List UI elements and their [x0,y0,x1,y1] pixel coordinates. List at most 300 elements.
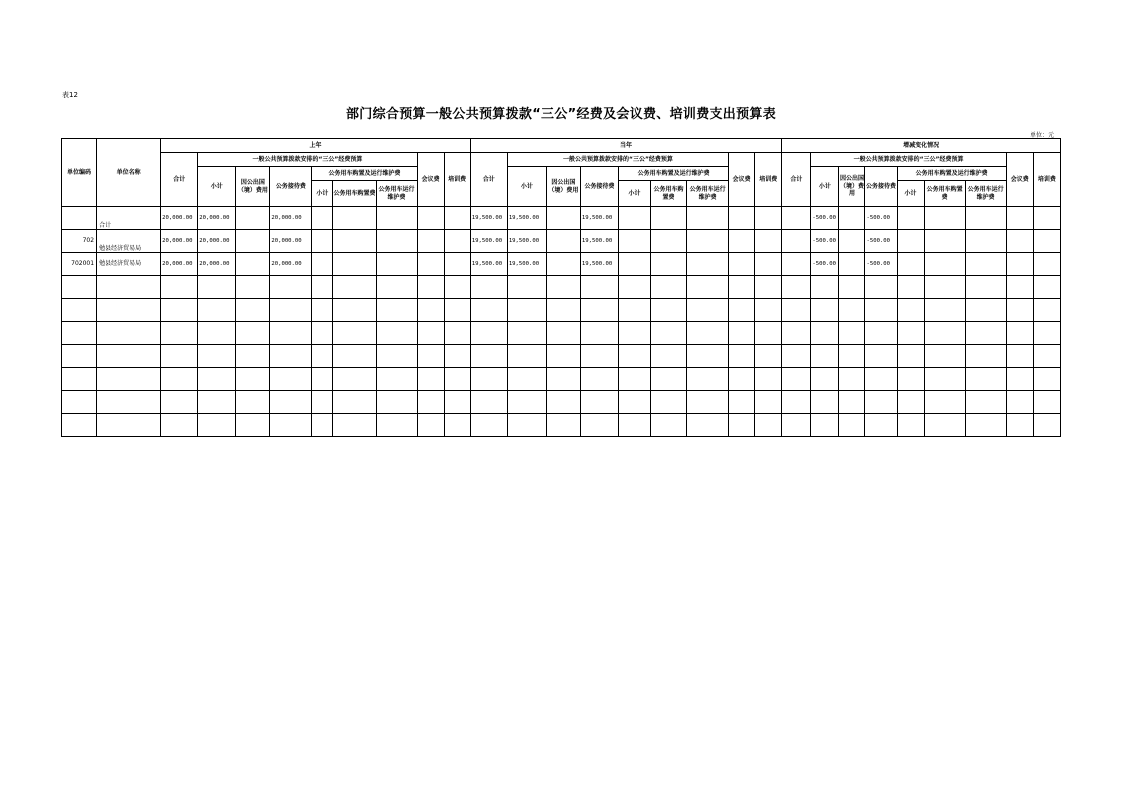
cell [924,368,965,391]
budget-table [61,138,1061,437]
cell [546,299,580,322]
col-reception: 公务接待费 [270,167,312,207]
cell [924,230,965,253]
cell [507,391,546,414]
cell [312,276,333,299]
cell [312,414,333,437]
cell [270,391,312,414]
cell [376,345,417,368]
col-subtotal: 小计 [507,167,546,207]
cell [687,322,729,345]
cell [651,322,687,345]
cell [376,299,417,322]
cell [755,345,782,368]
cell [470,322,507,345]
cell [417,322,444,345]
cell-cy-reception: 19,500.00 [580,230,618,253]
cell [97,391,161,414]
cell [333,368,376,391]
cell-cy-reception: 19,500.00 [580,253,618,276]
cell [811,345,839,368]
cell [470,299,507,322]
cell [618,414,650,437]
cell [729,299,755,322]
cell [333,207,376,230]
cell [651,391,687,414]
cell-ch-subtotal: -500.00 [811,230,839,253]
cell [782,253,811,276]
cell-py-subtotal: 20,000.00 [198,253,236,276]
cell [376,391,417,414]
col-reception: 公务接待费 [580,167,618,207]
cell [651,368,687,391]
cell [507,345,546,368]
cell [755,253,782,276]
cell [651,345,687,368]
cell [651,207,687,230]
cell [417,230,444,253]
cell [1033,230,1060,253]
col-meeting: 会议费 [1006,153,1033,207]
cell [782,230,811,253]
cell [507,276,546,299]
col-vehicle: 公务用车购置及运行维护费 [618,167,728,181]
cell [376,368,417,391]
cell [470,391,507,414]
cell [312,253,333,276]
cell [198,299,236,322]
cell-ch-reception: -500.00 [865,207,897,230]
cell [729,253,755,276]
cell [1006,414,1033,437]
cell [312,230,333,253]
cell [618,391,650,414]
cell-cy-subtotal: 19,500.00 [507,253,546,276]
cell [470,345,507,368]
cell [1006,207,1033,230]
cell-py-total: 20,000.00 [161,253,198,276]
cell [546,368,580,391]
cell [97,322,161,345]
cell [236,322,270,345]
cell [444,322,470,345]
col-vehicle-purchase: 公务用车购置费 [924,181,965,207]
cell [924,276,965,299]
cell [376,414,417,437]
empty-row [62,391,1061,414]
cell [376,276,417,299]
cell [1033,207,1060,230]
cell [97,345,161,368]
unit-label: 单位：元 [1030,132,1055,139]
cell [755,207,782,230]
cell [687,391,729,414]
cell-unit-name: 合计 [97,207,161,230]
cell [839,253,865,276]
cell [729,207,755,230]
cell [236,276,270,299]
cell [687,230,729,253]
col-change: 增减变化情况 [782,139,1061,153]
cell [333,414,376,437]
col-reception: 公务接待费 [865,167,897,207]
cell [811,276,839,299]
cell [865,414,897,437]
cell-cy-total: 19,500.00 [470,207,507,230]
cell-py-total: 20,000.00 [161,230,198,253]
cell [924,253,965,276]
cell [236,414,270,437]
cell [1006,276,1033,299]
table-row [62,207,1061,230]
cell [333,322,376,345]
cell [198,345,236,368]
cell [507,322,546,345]
cell [811,299,839,322]
cell [580,276,618,299]
cell [546,253,580,276]
cell [376,230,417,253]
cell [782,345,811,368]
cell [444,368,470,391]
cell [965,276,1006,299]
cell [444,414,470,437]
col-vehicle-subtotal: 小计 [618,181,650,207]
cell [312,299,333,322]
cell [897,391,924,414]
cell [865,276,897,299]
empty-row [62,299,1061,322]
cell [417,299,444,322]
col-vehicle-maintenance: 公务用车运行维护费 [376,181,417,207]
cell [97,299,161,322]
cell [198,414,236,437]
cell [865,368,897,391]
cell [333,230,376,253]
col-vehicle-purchase: 公务用车购置费 [651,181,687,207]
cell [897,345,924,368]
cell [782,368,811,391]
cell [1006,345,1033,368]
cell [376,322,417,345]
cell [161,368,198,391]
cell [444,391,470,414]
cell [755,276,782,299]
cell [333,276,376,299]
cell [782,299,811,322]
cell [470,414,507,437]
cell [546,414,580,437]
cell [651,414,687,437]
cell [755,391,782,414]
cell [839,322,865,345]
cell-cy-total: 19,500.00 [470,230,507,253]
cell [1006,322,1033,345]
cell [1006,253,1033,276]
cell [965,322,1006,345]
cell [507,299,546,322]
cell-cy-subtotal: 19,500.00 [507,207,546,230]
cell [965,368,1006,391]
cell [618,368,650,391]
cell [270,368,312,391]
cell [811,322,839,345]
header-row-category [62,153,1061,167]
cell [270,414,312,437]
cell-unit-code: 702 [62,230,97,253]
cell [444,230,470,253]
cell [270,299,312,322]
cell [417,345,444,368]
cell [651,253,687,276]
col-training: 培训费 [755,153,782,207]
cell [687,414,729,437]
cell [687,253,729,276]
cell [444,207,470,230]
cell [865,299,897,322]
cell [924,207,965,230]
cell [839,345,865,368]
cell [897,368,924,391]
cell [580,299,618,322]
empty-row [62,368,1061,391]
cell [1006,299,1033,322]
cell [62,391,97,414]
cell-unit-name: 勉县经济贸易局 [97,230,161,253]
cell [729,230,755,253]
cell [782,414,811,437]
cell [729,345,755,368]
cell [687,345,729,368]
col-abroad: 因公出国（境）费用 [236,167,270,207]
cell [580,345,618,368]
cell [782,322,811,345]
cell [270,345,312,368]
empty-row [62,414,1061,437]
cell [417,414,444,437]
cell [312,322,333,345]
cell [924,345,965,368]
cell [865,391,897,414]
col-three-public: 一般公共预算拨款安排的“三公”经费预算 [198,153,417,167]
cell [376,253,417,276]
cell-unit-name: 勉县经济贸易局 [97,253,161,276]
cell [839,299,865,322]
cell [965,253,1006,276]
cell [1033,276,1060,299]
col-unit-name: 单位名称 [97,139,161,207]
cell [62,345,97,368]
cell [687,299,729,322]
cell [333,299,376,322]
empty-row [62,322,1061,345]
cell-cy-total: 19,500.00 [470,253,507,276]
cell [755,299,782,322]
cell-py-total: 20,000.00 [161,207,198,230]
cell [312,207,333,230]
cell [161,322,198,345]
col-three-public: 一般公共预算拨款安排的“三公”经费预算 [811,153,1006,167]
cell [470,368,507,391]
cell [312,345,333,368]
cell [97,368,161,391]
cell [444,276,470,299]
cell [811,391,839,414]
cell [161,391,198,414]
cell [897,276,924,299]
cell [965,299,1006,322]
cell [198,368,236,391]
cell [924,322,965,345]
cell [839,391,865,414]
cell-ch-subtotal: -500.00 [811,207,839,230]
cell [236,368,270,391]
cell-cy-reception: 19,500.00 [580,207,618,230]
cell-ch-subtotal: -500.00 [811,253,839,276]
cell [580,368,618,391]
cell [1033,253,1060,276]
cell [62,368,97,391]
cell [897,299,924,322]
cell [618,345,650,368]
cell [270,322,312,345]
col-meeting: 会议费 [729,153,755,207]
cell-ch-reception: -500.00 [865,253,897,276]
cell [618,322,650,345]
cell [729,414,755,437]
col-training: 培训费 [444,153,470,207]
cell-ch-reception: -500.00 [865,230,897,253]
cell [236,345,270,368]
cell [270,276,312,299]
cell [897,322,924,345]
col-three-public: 一般公共预算拨款安排的“三公”经费预算 [507,153,728,167]
col-meeting: 会议费 [417,153,444,207]
cell [618,253,650,276]
cell [618,230,650,253]
cell-cy-subtotal: 19,500.00 [507,230,546,253]
cell [417,368,444,391]
cell [1033,414,1060,437]
cell [161,345,198,368]
cell [236,299,270,322]
cell [417,253,444,276]
col-vehicle-subtotal: 小计 [312,181,333,207]
cell [161,299,198,322]
cell [729,276,755,299]
cell [755,230,782,253]
cell [62,276,97,299]
cell [651,299,687,322]
col-vehicle: 公务用车购置及运行维护费 [897,167,1006,181]
cell [546,230,580,253]
cell [687,207,729,230]
cell [417,207,444,230]
cell-py-reception: 20,000.00 [270,230,312,253]
cell [236,391,270,414]
col-vehicle-maintenance: 公务用车运行维护费 [687,181,729,207]
cell-unit-code: 702001 [62,253,97,276]
cell [782,207,811,230]
table-row [62,253,1061,276]
cell [312,391,333,414]
cell [333,391,376,414]
cell [729,368,755,391]
cell [312,368,333,391]
cell [580,322,618,345]
blank-rows [62,276,1061,437]
cell-unit-code [62,207,97,230]
report-title: 部门综合预算一般公共预算拨款“三公”经费及会议费、培训费支出预算表 [346,107,776,122]
cell [965,207,1006,230]
cell [965,391,1006,414]
cell [470,276,507,299]
cell [687,276,729,299]
cell-py-reception: 20,000.00 [270,253,312,276]
cell [546,345,580,368]
cell [897,253,924,276]
cell [965,345,1006,368]
cell [1033,345,1060,368]
cell [755,368,782,391]
cell [811,414,839,437]
cell [651,230,687,253]
cell [161,414,198,437]
cell [1006,230,1033,253]
cell [924,391,965,414]
table-row [62,230,1061,253]
col-total: 合计 [161,153,198,207]
col-abroad: 因公出国（境）费用 [546,167,580,207]
cell [897,230,924,253]
header-row-period [62,139,1061,153]
empty-row [62,345,1061,368]
cell [651,276,687,299]
cell [333,253,376,276]
cell [161,276,198,299]
col-total: 合计 [782,153,811,207]
cell [333,345,376,368]
cell [198,391,236,414]
col-vehicle: 公务用车购置及运行维护费 [312,167,417,181]
cell [839,230,865,253]
cell [62,322,97,345]
cell [444,345,470,368]
cell [865,345,897,368]
cell [618,207,650,230]
cell [1033,391,1060,414]
col-training: 培训费 [1033,153,1060,207]
cell [839,276,865,299]
col-unit-code: 单位编码 [62,139,97,207]
cell [965,414,1006,437]
cell [417,276,444,299]
cell [897,207,924,230]
cell [687,368,729,391]
cell [376,207,417,230]
cell [782,276,811,299]
cell [546,391,580,414]
cell [236,207,270,230]
cell-py-reception: 20,000.00 [270,207,312,230]
cell [755,322,782,345]
col-prior-year: 上年 [161,139,471,153]
cell [62,414,97,437]
cell-py-subtotal: 20,000.00 [198,207,236,230]
cell [444,299,470,322]
cell [417,391,444,414]
cell [546,322,580,345]
